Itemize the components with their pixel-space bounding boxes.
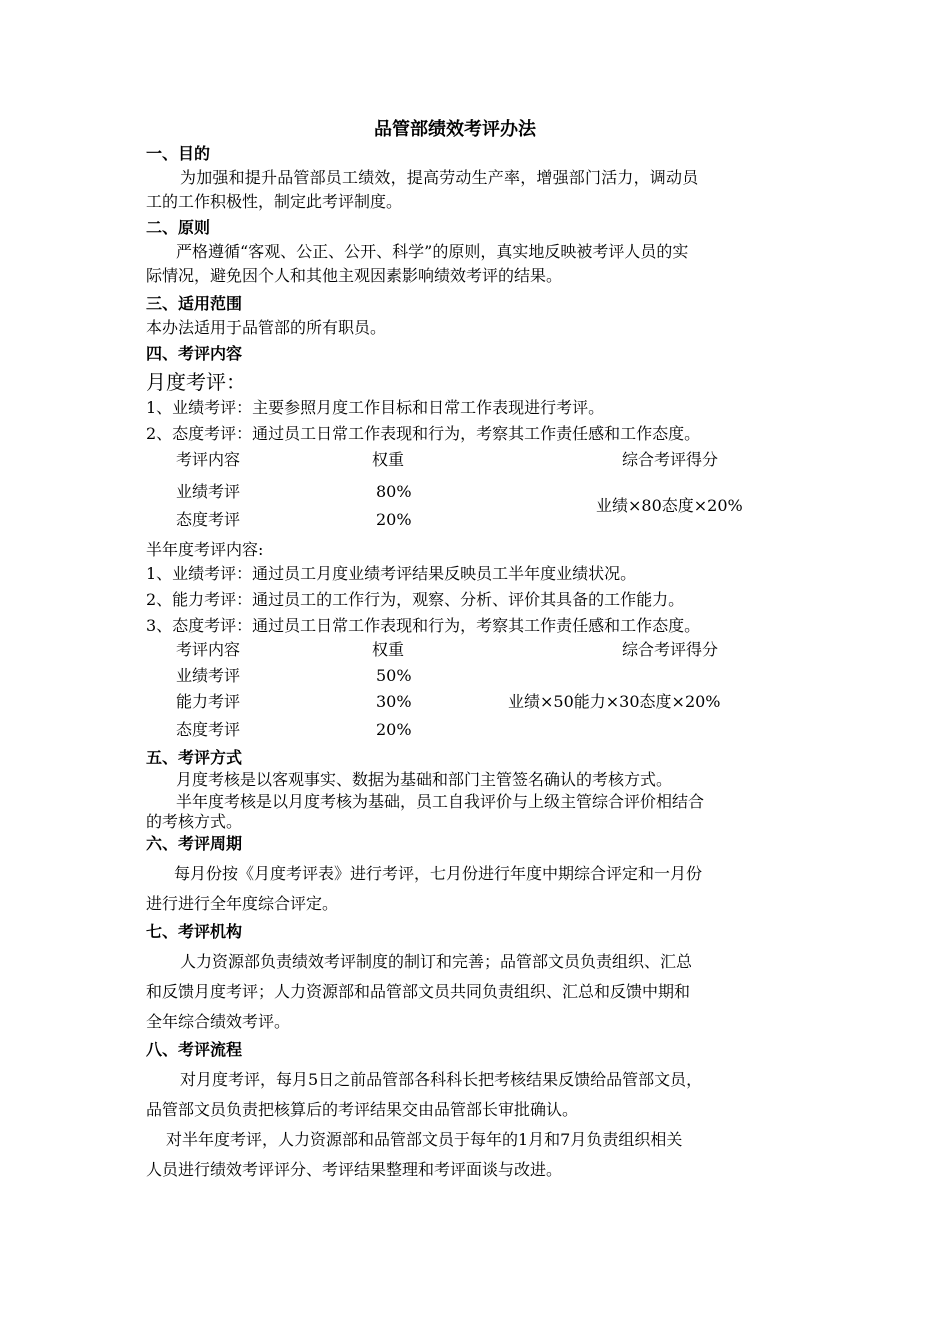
section-heading-principle: 二、原则	[146, 218, 211, 237]
table-header-weight: 权重	[372, 640, 405, 659]
paragraph-line: 人力资源部负责绩效考评制度的制订和完善；品管部文员负责组织、汇总	[180, 952, 693, 971]
paragraph-line: 的考核方式。	[146, 812, 243, 831]
table-cell-weight: 80%	[376, 482, 412, 501]
table-cell-weight: 30%	[376, 692, 412, 711]
list-item: 3、态度考评：通过员工日常工作表现和行为，考察其工作责任感和工作态度。	[146, 616, 701, 635]
paragraph-line: 每月份按《月度考评表》进行考评，七月份进行年度中期综合评定和一月份	[174, 864, 703, 883]
section-heading-process: 八、考评流程	[146, 1040, 243, 1059]
list-item: 2、态度考评：通过员工日常工作表现和行为，考察其工作责任感和工作态度。	[146, 424, 701, 443]
section-heading-scope: 三、适用范围	[146, 294, 243, 313]
section-heading-method: 五、考评方式	[146, 748, 243, 767]
section-heading-content: 四、考评内容	[146, 344, 243, 363]
paragraph-line: 进行进行全年度综合评定。	[146, 894, 339, 913]
list-item: 1、业绩考评：主要参照月度工作目标和日常工作表现进行考评。	[146, 398, 605, 417]
paragraph-line: 严格遵循“客观、公正、公开、科学”的原则，真实地反映被考评人员的实	[176, 242, 689, 261]
table-cell-formula: 业绩×80态度×20%	[596, 496, 743, 515]
table-cell-item: 业绩考评	[176, 666, 241, 685]
paragraph-line: 工的工作积极性，制定此考评制度。	[146, 192, 403, 211]
paragraph-line: 月度考核是以客观事实、数据为基础和部门主管签名确认的考核方式。	[176, 770, 673, 789]
document-title: 品管部绩效考评办法	[374, 119, 536, 140]
list-item: 1、业绩考评：通过员工月度业绩考评结果反映员工半年度业绩状况。	[146, 564, 637, 583]
table-cell-weight: 20%	[376, 510, 412, 529]
monthly-label: 月度考评：	[146, 370, 246, 394]
table-header-item: 考评内容	[176, 640, 241, 659]
paragraph-line: 和反馈月度考评；人力资源部和品管部文员共同负责组织、汇总和反馈中期和	[146, 982, 691, 1001]
table-cell-item: 态度考评	[176, 510, 241, 529]
table-cell-weight: 20%	[376, 720, 412, 739]
table-cell-formula: 业绩×50能力×30态度×20%	[508, 692, 721, 711]
paragraph-line: 人员进行绩效考评评分、考评结果整理和考评面谈与改进。	[146, 1160, 563, 1179]
half-year-label: 半年度考评内容:	[146, 540, 264, 559]
paragraph-line: 际情况，避免因个人和其他主观因素影响绩效考评的结果。	[146, 266, 563, 285]
paragraph-line: 品管部文员负责把核算后的考评结果交由品管部长审批确认。	[146, 1100, 579, 1119]
table-header-score: 综合考评得分	[622, 640, 719, 659]
table-cell-item: 业绩考评	[176, 482, 241, 501]
table-cell-weight: 50%	[376, 666, 412, 685]
paragraph-line: 为加强和提升品管部员工绩效，提高劳动生产率，增强部门活力，调动员	[180, 168, 699, 187]
table-cell-item: 态度考评	[176, 720, 241, 739]
section-heading-organization: 七、考评机构	[146, 922, 243, 941]
paragraph-line: 全年综合绩效考评。	[146, 1012, 291, 1031]
paragraph-line: 本办法适用于品管部的所有职员。	[146, 318, 387, 337]
section-heading-purpose: 一、目的	[146, 144, 211, 163]
list-item: 2、能力考评：通过员工的工作行为，观察、分析、评价其具备的工作能力。	[146, 590, 685, 609]
paragraph-line: 对半年度考评，人力资源部和品管部文员于每年的1月和7月负责组织相关	[166, 1130, 683, 1149]
table-cell-item: 能力考评	[176, 692, 241, 711]
table-header-weight: 权重	[372, 450, 405, 469]
paragraph-line: 半年度考核是以月度考核为基础，员工自我评价与上级主管综合评价相结合	[176, 792, 705, 811]
paragraph-line: 对月度考评，每月5日之前品管部各科科长把考核结果反馈给品管部文员，	[180, 1070, 703, 1089]
section-heading-cycle: 六、考评周期	[146, 834, 243, 853]
table-header-item: 考评内容	[176, 450, 241, 469]
table-header-score: 综合考评得分	[622, 450, 719, 469]
